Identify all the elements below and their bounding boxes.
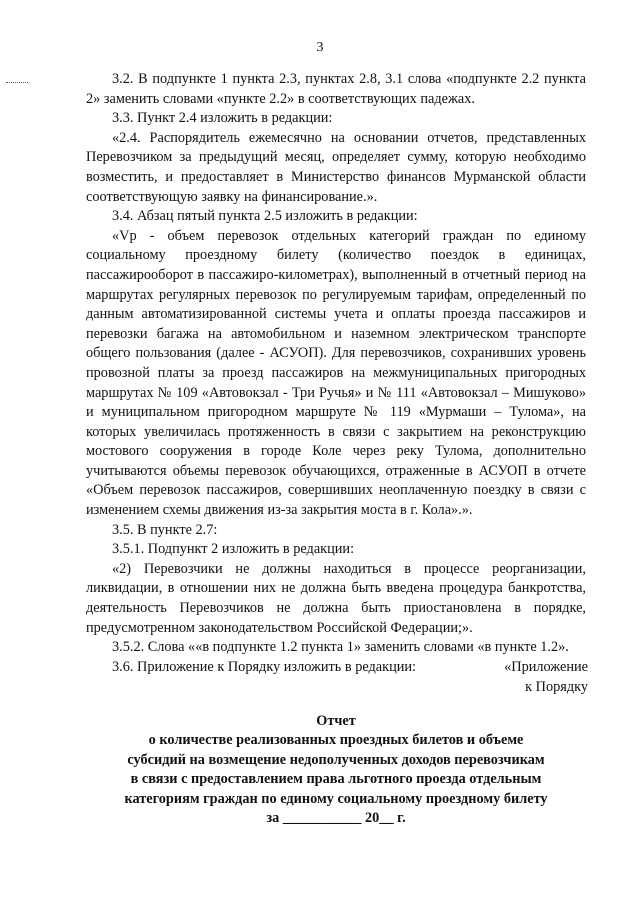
paragraph-subitem-2-text: «2) Перевозчики не должны находиться в процессе реорганизации, ликвидации, в отношении них не должна быть введена процедура банкротства, деятельность Перевозчиков не должна быть приостановлена в порядке, предусмотренном законодательством Российской Федерации;». bbox=[86, 560, 586, 636]
paragraph-3-4: 3.4. Абзац пятый пункта 2.5 изложить в редакции: bbox=[112, 208, 418, 225]
report-heading: Отчет bbox=[316, 713, 356, 729]
paragraph-3-5: 3.5. В пункте 2.7: bbox=[112, 521, 218, 538]
page-number: 3 bbox=[316, 40, 324, 55]
appendix-line-1: «Приложение bbox=[504, 659, 588, 675]
report-title-line-4: категориям граждан по единому социальному проездному билету bbox=[124, 790, 548, 807]
margin-mark bbox=[6, 82, 28, 85]
paragraph-2-4-text: «2.4. Распорядитель ежемесячно на основании отчетов, представленных Перевозчиком за предыдущий месяц, определяет сумму, которую необходимо возместить, и предоставляет в Министерство финансов Мурманской области соответствующую заявку на финансирование.». bbox=[86, 129, 586, 205]
report-title bbox=[86, 712, 586, 828]
paragraph-3-3: 3.3. Пункт 2.4 изложить в редакции: bbox=[112, 110, 333, 127]
report-title-line-1: о количестве реализованных проездных билетов и объеме bbox=[148, 732, 524, 749]
report-period: за ___________ 20__ г. bbox=[266, 810, 406, 827]
paragraph-3-6: 3.6. Приложение к Порядку изложить в редакции: bbox=[112, 658, 417, 675]
document-body bbox=[86, 70, 586, 677]
appendix-line-2: к Порядку bbox=[525, 678, 588, 695]
paragraph-3-5-2: 3.5.2. Слова ««в подпункте 1.2 пункта 1» заменить словами «в пункте 1.2». bbox=[112, 639, 569, 656]
appendix-header bbox=[504, 658, 588, 697]
paragraph-vp-definition: «Vp - объем перевозок отдельных категорий граждан по единому социальному проездному билету (количество поездок в единицах, пассажирооборот в пассажиро-километрах), выполненный в отчетный период на маршрутах регулярных перевозок по регулируемым тарифам, определенный по данным автоматизированной системы учета и оплаты проезда пассажиров и перевозки багажа на автомобильном и наземном электрическом транспорте общего пользования (далее - АСУОП). Для перевозчиков, сохранивших уровень провозной платы за проезд пассажиров на межмуниципальных пригородных маршрутах № 109 «Автовокзал - Три Ручья» и № 111 «Автовокзал – Мишуково» и муниципальном пригородном маршруте № 119 «Мурмаши – Тулома», на которых увеличилась протяженность в связи с закрытием на реконструкцию мостового сооружения в городе Коле через реку Тулома, дополнительно учитываются объемы перевозок обучающихся, отраженные в АСУОП в отчете «Объем перевозок пассажиров, совершивших неоплаченную поездку в связи с изменением схемы движения из-за закрытия моста в г. Кола».». bbox=[86, 227, 586, 519]
report-title-line-3: в связи с предоставлением права льготного проезда отдельным bbox=[130, 771, 542, 788]
report-title-line-2: субсидий на возмещение недополученных доходов перевозчикам bbox=[127, 751, 545, 768]
paragraph-3-2: 3.2. В подпункте 1 пункта 2.3, пунктах 2.8, 3.1 слова «подпункте 2.2 пункта 2» заменить словами «пункте 2.2» в соответствующих падежах. bbox=[86, 71, 586, 107]
paragraph-3-5-1: 3.5.1. Подпункт 2 изложить в редакции: bbox=[112, 541, 355, 558]
